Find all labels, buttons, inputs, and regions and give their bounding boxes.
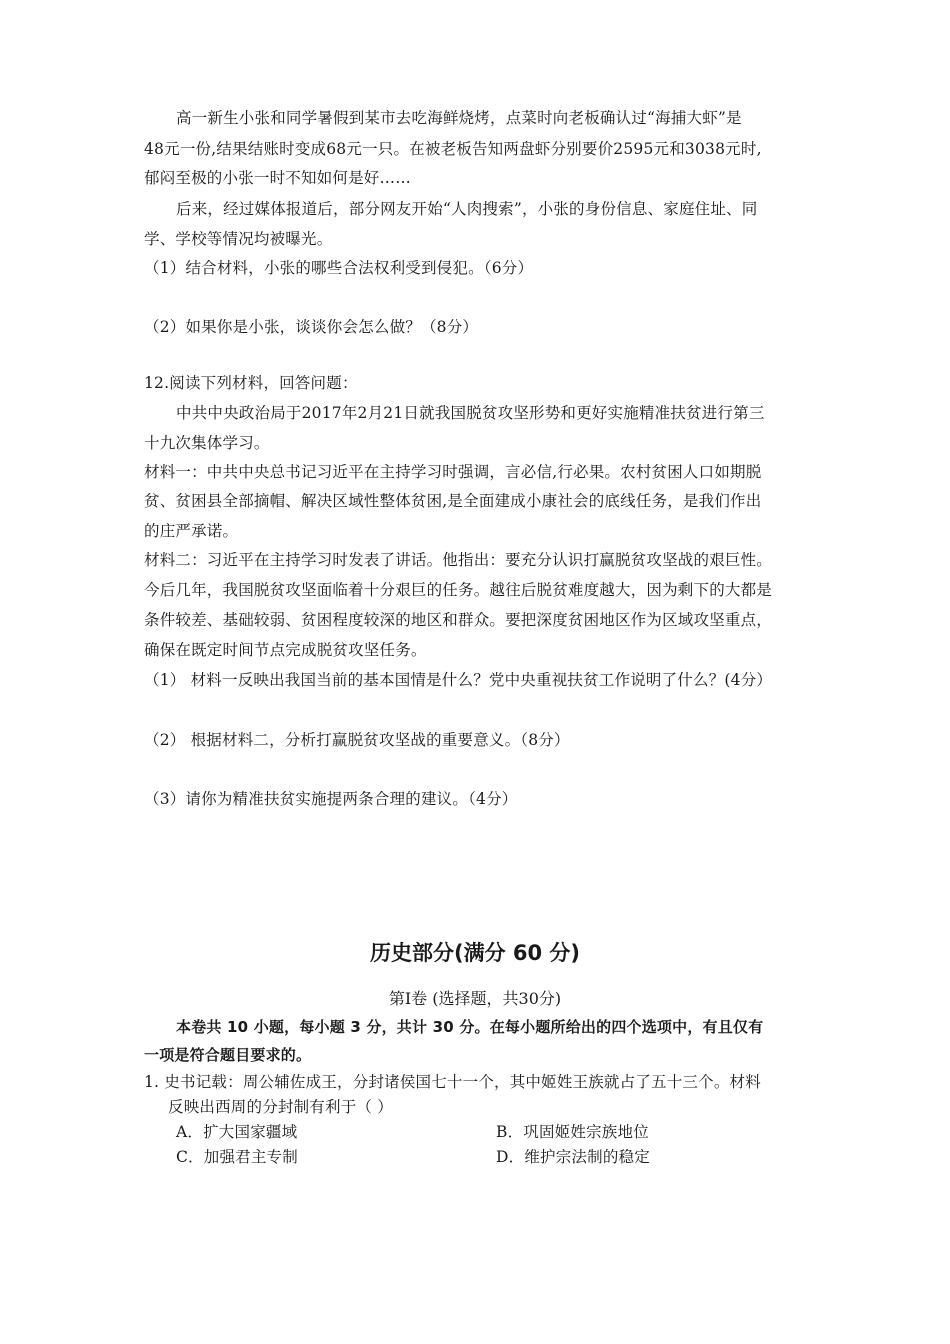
question-12-heading: 12.阅读下列材料，回答问题： (144, 374, 358, 392)
history-section-title: 历史部分(满分 60 分) (369, 941, 581, 965)
material-2-line-3: 条件较差、基础较弱、贫困程度较深的地区和群众。要把深度贫困地区作为区域攻坚重点， (144, 611, 773, 629)
history-option-a: A．扩大国家疆域 (176, 1123, 298, 1141)
material-2-line-1: 材料二：习近平在主持学习时发表了讲话。他指出：要充分认识打赢脱贫攻坚战的艰巨性。 (144, 551, 773, 569)
material-2-line-2: 今后几年，我国脱贫攻坚面临着十分艰巨的任务。越往后脱贫难度越大，因为剩下的大都是 (144, 581, 773, 599)
material-paragraph-1-line-3: 郁闷至极的小张一时不知如何是好…… (144, 169, 411, 187)
history-option-c: C．加强君主专制 (176, 1148, 298, 1166)
question-12-intro-line-2: 十九次集体学习。 (144, 434, 270, 452)
question-12-part-3: （3）请你为精准扶贫实施提两条合理的建议。（4分） (144, 790, 518, 808)
history-part-1-heading: 第Ⅰ卷 (选择题，共30分) (388, 989, 562, 1008)
material-paragraph-1-line-2: 48元一份,结果结账时变成68元一只。在被老板告知两盘虾分别要价2595元和3038元时, (144, 140, 762, 158)
material-paragraph-2-line-1: 后来，经过媒体报道后，部分网友开始“人肉搜索”，小张的身份信息、家庭住址、同 (176, 200, 758, 218)
question-12-intro-line-1: 中共中央政治局于2017年2月21日就我国脱贫攻坚形势和更好实施精准扶贫进行第三 (176, 404, 765, 422)
material-paragraph-1-line-1: 高一新生小张和同学暑假到某市去吃海鲜烧烤，点菜时向老板确认过“海捕大虾”是 (176, 109, 742, 127)
material-1-line-2: 贫、贫困县全部摘帽、解决区域性整体贫困,是全面建成小康社会的底线任务，是我们作出 (144, 492, 762, 510)
question-12-part-1: （1） 材料一反映出我国当前的基本国情是什么？党中央重视扶贫工作说明了什么？(4分） (144, 671, 773, 689)
material-paragraph-2-line-2: 学、学校等情况均被曝光。 (144, 230, 333, 248)
question-12-part-2: （2） 根据材料二，分析打赢脱贫攻坚战的重要意义。（8分） (144, 731, 570, 749)
material-2-line-4: 确保在既定时间节点完成脱贫攻坚任务。 (144, 641, 427, 659)
material-1-line-1: 材料一：中共中央总书记习近平在主持学习时强调，言必信,行必果。农村贫困人口如期脱 (144, 463, 762, 481)
material-1-line-3: 的庄严承诺。 (144, 522, 239, 540)
question-11-part-1: （1）结合材料，小张的哪些合法权利受到侵犯。（6分） (144, 259, 534, 277)
history-instructions-line-1: 本卷共 10 小题，每小题 3 分，共计 30 分。在每小题所给出的四个选项中，有且仅有 (176, 1018, 764, 1036)
history-option-d: D．维护宗法制的稳定 (496, 1148, 650, 1166)
history-instructions-line-2: 一项是符合题目要求的。 (144, 1046, 312, 1064)
history-question-1-line-1: 1. 史书记载：周公辅佐成王，分封诸侯国七十一个，其中姬姓王族就占了五十三个。材料 (144, 1073, 761, 1091)
history-question-1-line-2: 反映出西周的分封制有利于（ ） (168, 1098, 393, 1116)
history-option-b: B．巩固姬姓宗族地位 (496, 1123, 649, 1141)
question-11-part-2: （2）如果你是小张，谈谈你会怎么做？（8分） (144, 318, 479, 336)
